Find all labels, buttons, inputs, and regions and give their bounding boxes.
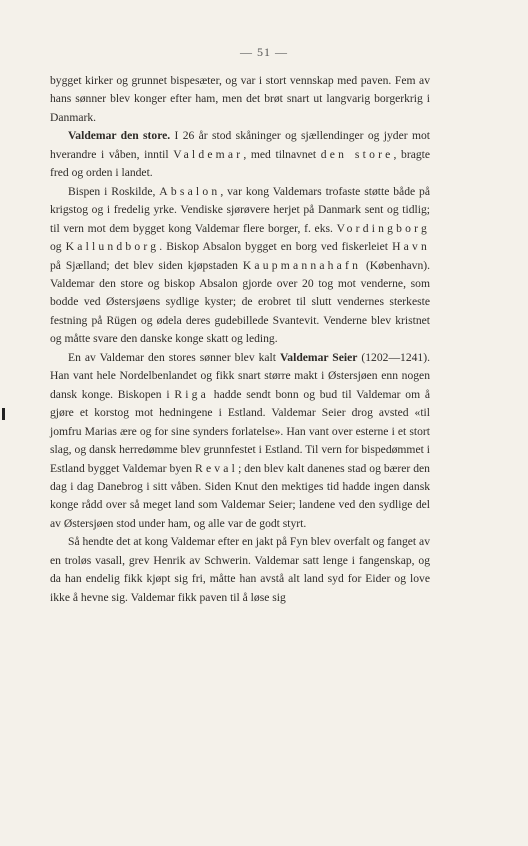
text-run: Valdemar (173, 147, 244, 161)
page-number: — 51 — (240, 45, 288, 59)
text-run: ; den blev kalt danenes stad og bærer den dag i dag Danebrog i sitt våben. Siden Knut den mektiges tid hadde ingen dansk konge rådd over så meget land som Valdemar Seier; landene ved den sydlige del av Østersjøen stod under ham, og alle var de godt styrt. (50, 461, 430, 530)
text-run: bygget kirker og grunnet bispesæter, og var i stort vennskap med paven. Fem av hans sønner blev konger efter ham, men det brøt snart ut langvarig borgerkrig i Danmark. (50, 74, 430, 124)
text-run: Reval (195, 461, 239, 475)
text-run: Vordingborg (336, 221, 430, 235)
text-run: Valdemar den store. (68, 129, 171, 143)
text-run: I 26 år stod skåninger og sjællendinger og jyder mot hverandre i våben, inntil (50, 129, 430, 161)
body-text (50, 72, 430, 607)
text-run: Kallundborg (65, 240, 160, 254)
text-run: og (50, 240, 66, 254)
paragraph-5 (50, 533, 430, 607)
text-run: hadde sendt bonn og bud til Valdemar om å gjøre et korstog mot hedningene i Estland. Valdemar Seier drog avsted «til jomfru Marias ære og for sine synders forlatelse». Han vant over esterne i et stort slag, og dansk herredømme blev grunnfestet i Estland. Til vern for bispedømmet i Estland bygget Valdemar byen (50, 387, 430, 475)
paragraph-4 (50, 349, 430, 534)
text-run: på Sjælland; det blev siden kjøpstaden (50, 258, 243, 272)
text-run: Riga (174, 387, 210, 401)
text-run: Kaupmannahafn (242, 258, 362, 272)
text-run: En av Valdemar den stores sønner blev kalt (68, 350, 280, 364)
text-run: den store (320, 147, 394, 161)
text-run: , med tilnavnet (243, 147, 321, 161)
paragraph-3 (50, 183, 430, 349)
text-run: , var kong Valdemars trofaste støtte både på krigstog og i fredelig yrke. Vendiske sjørøvere herjet på Danmark sent og tidlig; til vern mot dem bygget kong Valdemar flere borger, f. eks. (50, 184, 430, 235)
text-run: . Biskop Absalon bygget en borg ved fiskerleiet (159, 240, 393, 254)
text-run: Så hendte det at kong Valdemar efter en jakt på Fyn blev overfalt og fanget av en troløs vasall, grev Henrik av Schwerin. Valdemar satt lenge i fangenskap, og da han endelig fikk kjøpt sig fri, måtte han avstå alt land syd for Eider og love ikke å hevne sig. Valdemar fikk paven til å løse sig (50, 535, 430, 604)
paragraph-2 (50, 127, 430, 182)
text-run: Valdemar Seier (280, 350, 358, 364)
paragraph-1 (50, 72, 430, 127)
text-run: Absalon (159, 184, 221, 198)
text-run: Havn (392, 240, 430, 254)
margin-mark (2, 408, 5, 420)
text-run: , bragte fred og orden i landet. (50, 147, 431, 180)
text-run: (1202—1241). Han vant hele Nordelbenlandet og fikk snart større makt i Østersjøen enn nogen dansk konge. Biskopen i (50, 350, 430, 401)
text-run: (København). Valdemar den store og biskop Absalon gjorde over 20 tog mot venderne, som bodde ved Østersjøens sydlige kyster; de erobret til slutt vendernes sterkeste festning på Rügen og ødela deres gudebillede Svantevit. Venderne blev kristnet og måtte svare den danske konge skatt og leding. (50, 258, 431, 346)
text-run: Bispen i Roskilde, (68, 184, 160, 198)
